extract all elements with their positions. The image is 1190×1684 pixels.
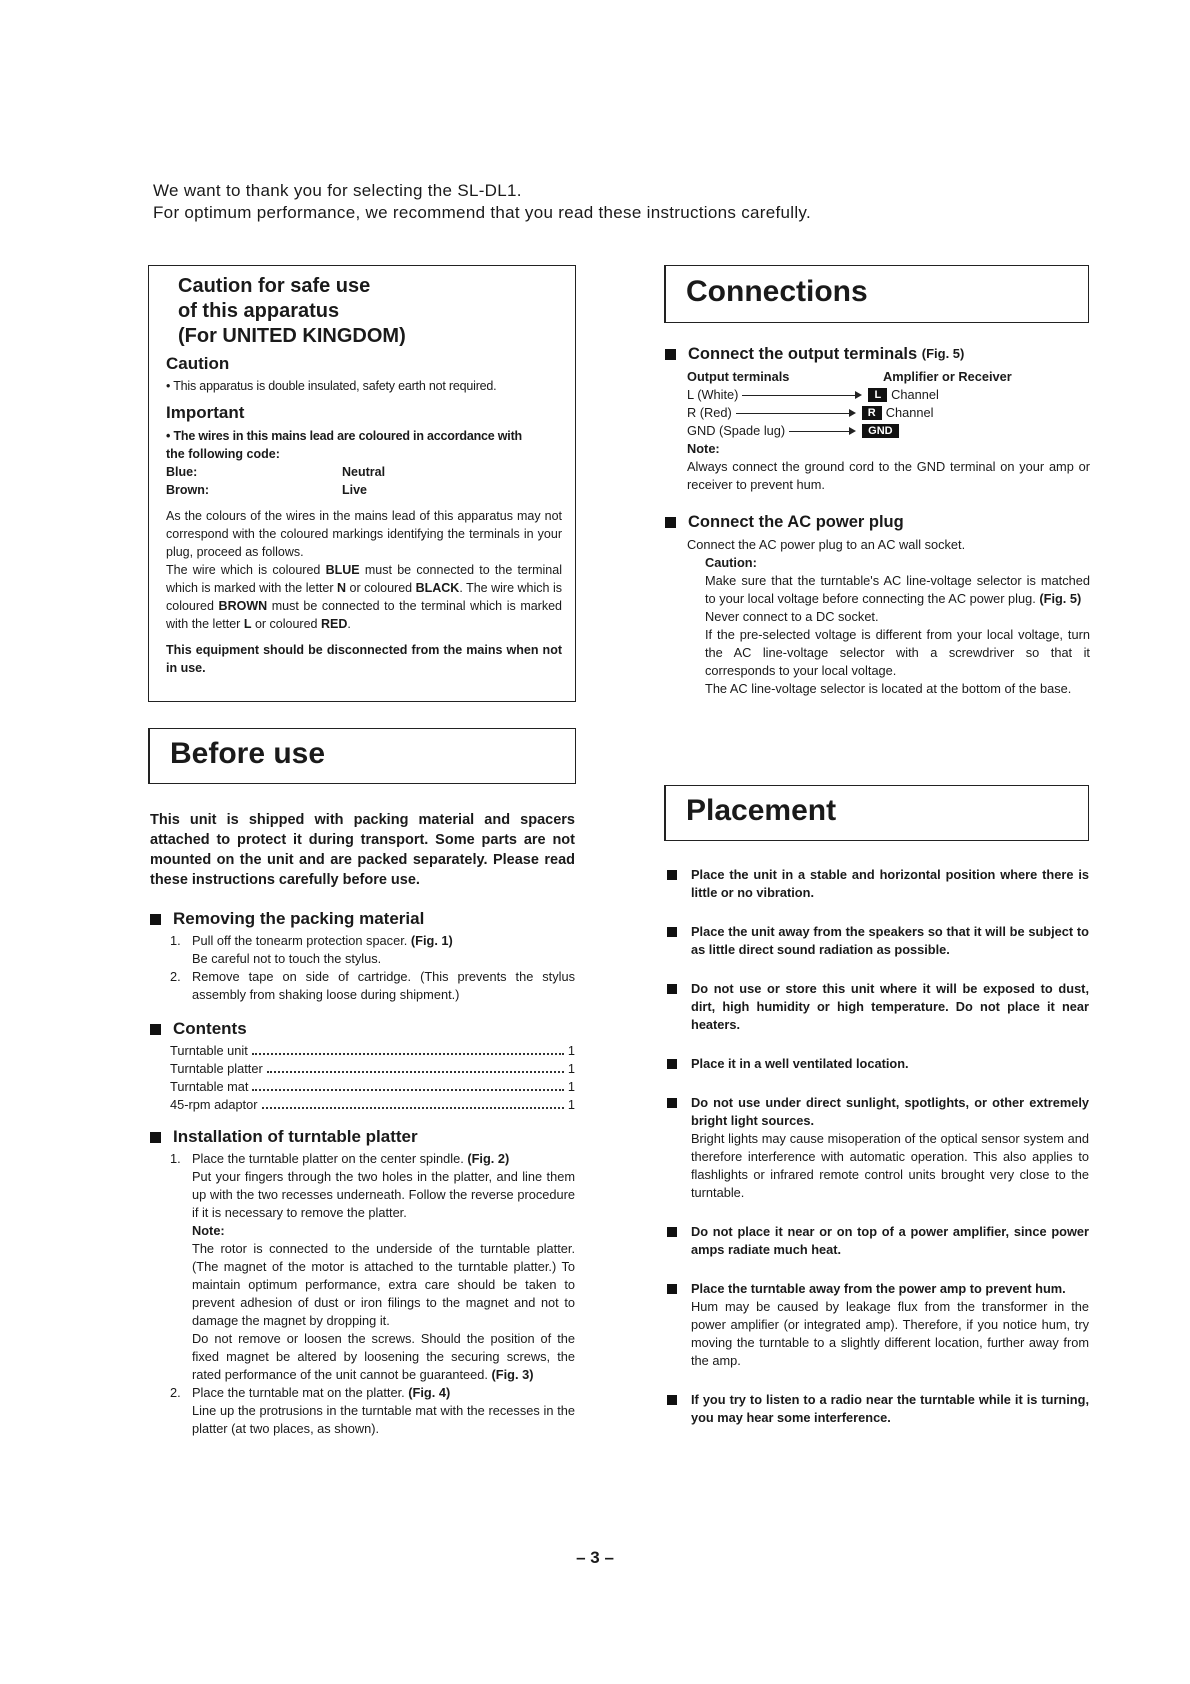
ac-caution-3: If the pre-selected voltage is different from your local voltage, turn the AC line-voltage selector with a screwdriver so that it corresponds to your local voltage. bbox=[705, 627, 1090, 678]
code-blue-label: Blue: bbox=[166, 465, 198, 479]
output-row-right: Channel bbox=[891, 387, 939, 402]
contents-item-qty: 1 bbox=[567, 1079, 575, 1094]
placement-item-bold: Do not use or store this unit where it will be exposed to dust, dirt, high humidity or high temperature. Do not place it near heaters. bbox=[691, 981, 1089, 1032]
contents-item-name: Turntable mat bbox=[170, 1079, 249, 1094]
page-number: – 3 – bbox=[576, 1548, 614, 1567]
before-use-title-box bbox=[148, 728, 576, 784]
square-bullet-icon bbox=[667, 1059, 677, 1069]
square-bullet-icon bbox=[150, 1024, 161, 1035]
contents-item-name: Turntable unit bbox=[170, 1043, 248, 1058]
code-blue bbox=[166, 463, 562, 481]
contents-item-leader bbox=[252, 1089, 563, 1091]
install-item-1-sub: Put your fingers through the two holes in the platter, and line them up with the two recesses underneath. Follow the reverse procedure if it is necessary to remove the platter. bbox=[192, 1169, 575, 1220]
caution-title bbox=[178, 274, 406, 349]
square-bullet-icon bbox=[667, 1395, 677, 1405]
placement-item bbox=[667, 980, 1089, 1034]
placement-item-text: Bright lights may cause misoperation of the optical sensor system and therefore interference with automatic operation. This also applies to flashlights or infrared remote control units brought very close to the turntable. bbox=[691, 1131, 1089, 1200]
install-head bbox=[150, 1126, 575, 1148]
output-row bbox=[687, 386, 1090, 404]
square-bullet-icon bbox=[150, 914, 161, 925]
install-item-2-num: 2. bbox=[170, 1385, 181, 1400]
install-item-1 bbox=[150, 1150, 575, 1384]
output-rows bbox=[687, 386, 1090, 440]
output-row bbox=[687, 422, 1090, 440]
placement-item-bold: Place the unit away from the speakers so that it will be subject to as little direct sound radiation as possible. bbox=[691, 924, 1089, 957]
output-head-text: Connect the output terminals bbox=[688, 345, 918, 363]
install-list bbox=[150, 1150, 575, 1438]
placement-title: Placement bbox=[686, 794, 837, 827]
install-head-text: Installation of turntable platter bbox=[173, 1127, 418, 1146]
removing-item-2 bbox=[150, 968, 575, 1004]
output-row-left: L (White) bbox=[687, 387, 739, 402]
placement-item bbox=[667, 1391, 1089, 1427]
placement-item bbox=[667, 1094, 1089, 1202]
square-bullet-icon bbox=[150, 1132, 161, 1143]
install-item-2 bbox=[150, 1384, 575, 1438]
output-head bbox=[665, 343, 1090, 365]
output-row-right: Channel bbox=[885, 405, 934, 420]
removing-item-2-text: Remove tape on side of cartridge. (This prevents the stylus assembly from shaking loose during shipment.) bbox=[192, 969, 575, 1002]
contents-item-qty: 1 bbox=[567, 1043, 575, 1058]
placement-item-bold: Do not place it near or on top of a power amplifier, since power amps radiate much heat. bbox=[691, 1224, 1089, 1257]
placement-item-bold: Place the turntable away from the power amp to prevent hum. bbox=[691, 1281, 1066, 1296]
square-bullet-icon bbox=[667, 927, 677, 937]
ac-head-text: Connect the AC power plug bbox=[688, 513, 904, 531]
removing-list bbox=[150, 932, 575, 1004]
caution-body bbox=[166, 353, 562, 677]
before-use-intro: This unit is shipped with packing material and spacers attached to protect it during transport. Some parts are not mounted on the unit and are packed separately. Please read these instructions carefully before use. bbox=[150, 812, 575, 888]
output-table-head bbox=[687, 368, 1090, 386]
square-bullet-icon bbox=[667, 984, 677, 994]
output-row-tag: R bbox=[862, 406, 882, 420]
ac-caution bbox=[705, 554, 1090, 698]
square-bullet-icon bbox=[667, 1227, 677, 1237]
important-head: Important bbox=[166, 403, 245, 422]
output-note-head: Note: bbox=[687, 441, 720, 456]
placement-item bbox=[667, 1223, 1089, 1259]
placement-item bbox=[667, 866, 1089, 902]
ac-text: Connect the AC power plug to an AC wall socket. bbox=[687, 537, 966, 552]
placement-title-box bbox=[664, 785, 1089, 841]
ac-caution-1-fig: (Fig. 5) bbox=[1039, 591, 1082, 606]
contents-item-leader bbox=[252, 1053, 564, 1055]
output-row-tag: L bbox=[868, 388, 887, 402]
install-note-2-fig: (Fig. 3) bbox=[491, 1367, 534, 1382]
intro-line-1: We want to thank you for selecting the SL-DL1. bbox=[153, 181, 522, 200]
contents-item-name: Turntable platter bbox=[170, 1061, 263, 1076]
removing-item-1-body bbox=[192, 932, 575, 968]
caution-title-line-3: (For UNITED KINGDOM) bbox=[178, 325, 406, 347]
removing-item-1-num: 1. bbox=[170, 933, 181, 948]
install-note-2: Do not remove or loosen the screws. Should the position of the fixed magnet be altered by loosening the securing screws, the rated performance of the unit cannot be guaranteed. bbox=[192, 1331, 575, 1382]
install-note-1: The rotor is connected to the underside of the turntable platter. (The magnet of the motor is attached to the turntable platter.) To maintain optimum performance, extra care should be taken to prevent adhesion of dust or iron filings to the magnet and not to damage the magnet by dropping it. bbox=[192, 1241, 575, 1328]
install-note-head: Note: bbox=[192, 1223, 225, 1238]
intro-line-2: For optimum performance, we recommend that you read these instructions carefully. bbox=[153, 203, 811, 222]
output-col-right: Amplifier or Receiver bbox=[883, 369, 1012, 384]
arrow-right-icon bbox=[736, 413, 854, 414]
removing-item-1-text: Pull off the tonearm protection spacer. bbox=[192, 933, 408, 948]
ac-caution-1: Make sure that the turntable's AC line-voltage selector is matched to your local voltage before connecting the AC power plug. bbox=[705, 573, 1090, 606]
contents-head bbox=[150, 1018, 575, 1040]
ac-caution-4: The AC line-voltage selector is located at the bottom of the base. bbox=[705, 681, 1072, 696]
code-brown-value: Live bbox=[342, 483, 368, 497]
placement-list bbox=[667, 866, 1089, 1427]
connections-title-box bbox=[664, 265, 1089, 323]
removing-item-1 bbox=[150, 932, 575, 968]
contents-head-text: Contents bbox=[173, 1019, 247, 1038]
removing-item-2-num: 2. bbox=[170, 969, 181, 984]
placement-item-bold: If you try to listen to a radio near the turntable while it is turning, you may hear some interference. bbox=[691, 1392, 1089, 1425]
output-row-tag: GND bbox=[862, 424, 898, 438]
caution-box bbox=[148, 265, 576, 702]
removing-item-1-sub: Be careful not to touch the stylus. bbox=[192, 951, 382, 966]
code-brown bbox=[166, 481, 562, 499]
install-item-2-sub: Line up the protrusions in the turntable mat with the recesses in the platter (at two places, as shown). bbox=[192, 1403, 575, 1436]
square-bullet-icon bbox=[667, 870, 677, 880]
caution-para-1: As the colours of the wires in the mains lead of this apparatus may not correspond with the coloured markings identifying the terminals in your plug, proceed as follows. bbox=[166, 509, 562, 559]
install-item-2-fig: (Fig. 4) bbox=[408, 1385, 451, 1400]
connections-title: Connections bbox=[686, 275, 868, 308]
install-item-1-body bbox=[192, 1150, 575, 1384]
output-note: Always connect the ground cord to the GND terminal on your amp or receiver to prevent hum. bbox=[687, 459, 1090, 492]
placement-item bbox=[667, 1055, 1089, 1073]
before-use-title: Before use bbox=[170, 737, 326, 770]
caution-text: • This apparatus is double insulated, safety earth not required. bbox=[166, 379, 497, 393]
arrow-right-icon bbox=[789, 431, 854, 432]
contents-item-leader bbox=[262, 1107, 564, 1109]
important-text-2: the following code: bbox=[166, 447, 280, 461]
square-bullet-icon bbox=[667, 1284, 677, 1294]
before-use-section bbox=[150, 810, 575, 1438]
intro bbox=[153, 180, 811, 224]
caution-title-line-2: of this apparatus bbox=[178, 300, 340, 322]
ac-caution-head: Caution: bbox=[705, 555, 757, 570]
output-table bbox=[687, 368, 1090, 494]
arrow-right-icon bbox=[742, 395, 860, 396]
contents-item-qty: 1 bbox=[567, 1097, 575, 1112]
output-head-fig: (Fig. 5) bbox=[921, 346, 965, 361]
contents-item bbox=[170, 1042, 575, 1060]
contents-item-name: 45-rpm adaptor bbox=[170, 1097, 258, 1112]
contents-item bbox=[170, 1078, 575, 1096]
install-item-1-fig: (Fig. 2) bbox=[467, 1151, 510, 1166]
placement-item bbox=[667, 923, 1089, 959]
placement-item-bold: Place it in a well ventilated location. bbox=[691, 1056, 909, 1071]
caution-para-2: The wire which is coloured BLUE must be connected to the terminal which is marked with the letter N or coloured BLACK. The wire which is coloured BROWN must be connected to the terminal which is marked with the letter L or coloured RED. bbox=[166, 563, 562, 631]
code-blue-value: Neutral bbox=[342, 465, 386, 479]
install-item-1-text: Place the turntable platter on the center spindle. bbox=[192, 1151, 464, 1166]
important-text-1: • The wires in this mains lead are coloured in accordance with bbox=[166, 429, 522, 443]
install-item-2-body bbox=[192, 1384, 575, 1438]
caution-para-3: This equipment should be disconnected from the mains when not in use. bbox=[166, 643, 562, 675]
output-col-left: Output terminals bbox=[687, 369, 790, 384]
ac-caution-2: Never connect to a DC socket. bbox=[705, 609, 879, 624]
contents-item bbox=[170, 1096, 575, 1114]
caution-title-line-1: Caution for safe use bbox=[178, 275, 371, 297]
ac-head bbox=[665, 511, 1090, 533]
install-item-2-text: Place the turntable mat on the platter. bbox=[192, 1385, 405, 1400]
install-item-1-num: 1. bbox=[170, 1151, 181, 1166]
square-bullet-icon bbox=[667, 1098, 677, 1108]
placement-item-text: Hum may be caused by leakage flux from the transformer in the power amplifier (or integrated amp). Therefore, if you notice hum, try moving the turntable to a slightly different location, further away from the amp. bbox=[691, 1299, 1089, 1368]
contents-list bbox=[170, 1042, 575, 1114]
code-brown-label: Brown: bbox=[166, 483, 210, 497]
square-bullet-icon bbox=[665, 349, 676, 360]
connections-section bbox=[665, 343, 1090, 698]
contents-item-leader bbox=[267, 1071, 564, 1073]
removing-head-text: Removing the packing material bbox=[173, 909, 425, 928]
output-row-left: GND (Spade lug) bbox=[687, 423, 786, 438]
removing-item-1-fig: (Fig. 1) bbox=[410, 933, 453, 948]
contents-item bbox=[170, 1060, 575, 1078]
output-row-left: R (Red) bbox=[687, 405, 732, 420]
removing-head bbox=[150, 908, 575, 930]
output-row bbox=[687, 404, 1090, 422]
square-bullet-icon bbox=[665, 517, 676, 528]
placement-item bbox=[667, 1280, 1089, 1370]
placement-item-bold: Do not use under direct sunlight, spotlights, or other extremely bright light sources. bbox=[691, 1095, 1089, 1128]
caution-head: Caution bbox=[166, 354, 230, 373]
placement-item-bold: Place the unit in a stable and horizontal position where there is little or no vibration. bbox=[691, 867, 1089, 900]
contents-item-qty: 1 bbox=[567, 1061, 575, 1076]
